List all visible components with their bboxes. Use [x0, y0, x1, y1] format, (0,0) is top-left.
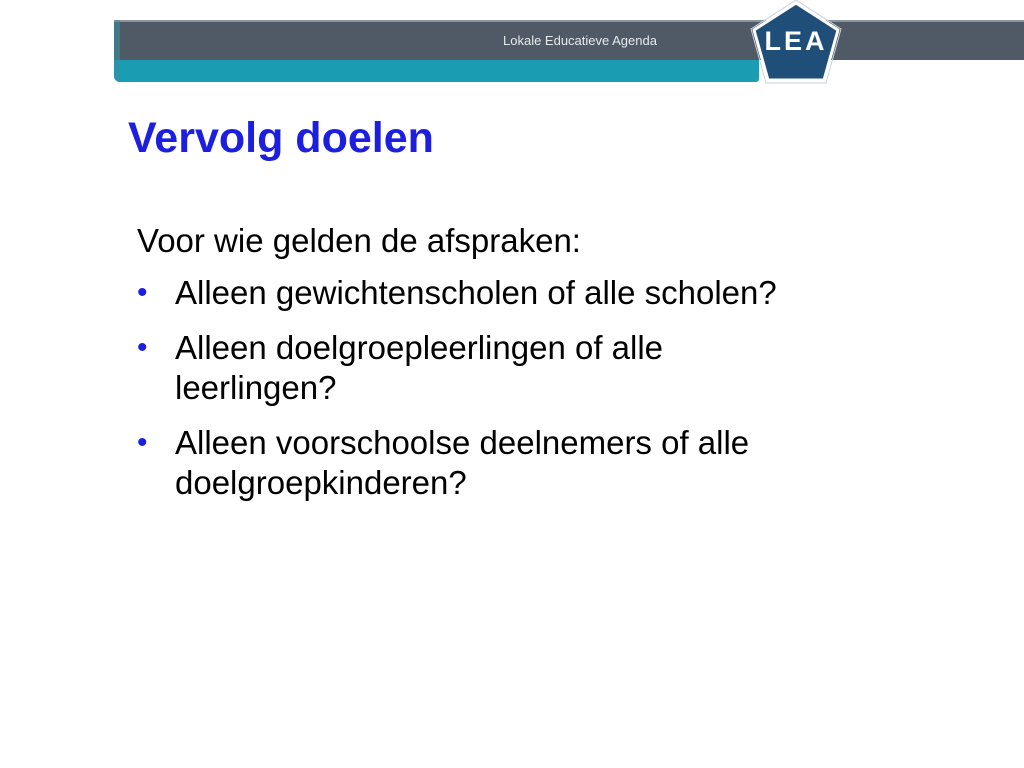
header-banner [114, 20, 1024, 82]
bullet-item [137, 423, 815, 503]
slide-body [137, 221, 837, 518]
lea-logo [750, 0, 842, 84]
bullet-item [137, 328, 815, 408]
bullet-text: Alleen doelgroepleerlingen of alle leerlingen? [175, 329, 664, 406]
slide-title: Vervolg doelen [128, 114, 434, 162]
banner-title: Lokale Educatieve Agenda [503, 33, 657, 48]
bullet-item [137, 273, 815, 313]
banner-edge [114, 20, 120, 82]
bullet-text: Alleen voorschoolse deelnemers of alle doelgroepkinderen? [175, 424, 750, 501]
bullet-icon: • [137, 276, 148, 309]
bullet-icon: • [137, 331, 148, 364]
bullet-text: Alleen gewichtenscholen of alle scholen? [175, 274, 777, 311]
logo-text: LEA [764, 26, 828, 56]
bullet-icon: • [137, 426, 148, 459]
bullet-list [137, 273, 837, 503]
intro-text: Voor wie gelden de afspraken: [137, 222, 581, 259]
banner-accent-bar [114, 60, 759, 82]
